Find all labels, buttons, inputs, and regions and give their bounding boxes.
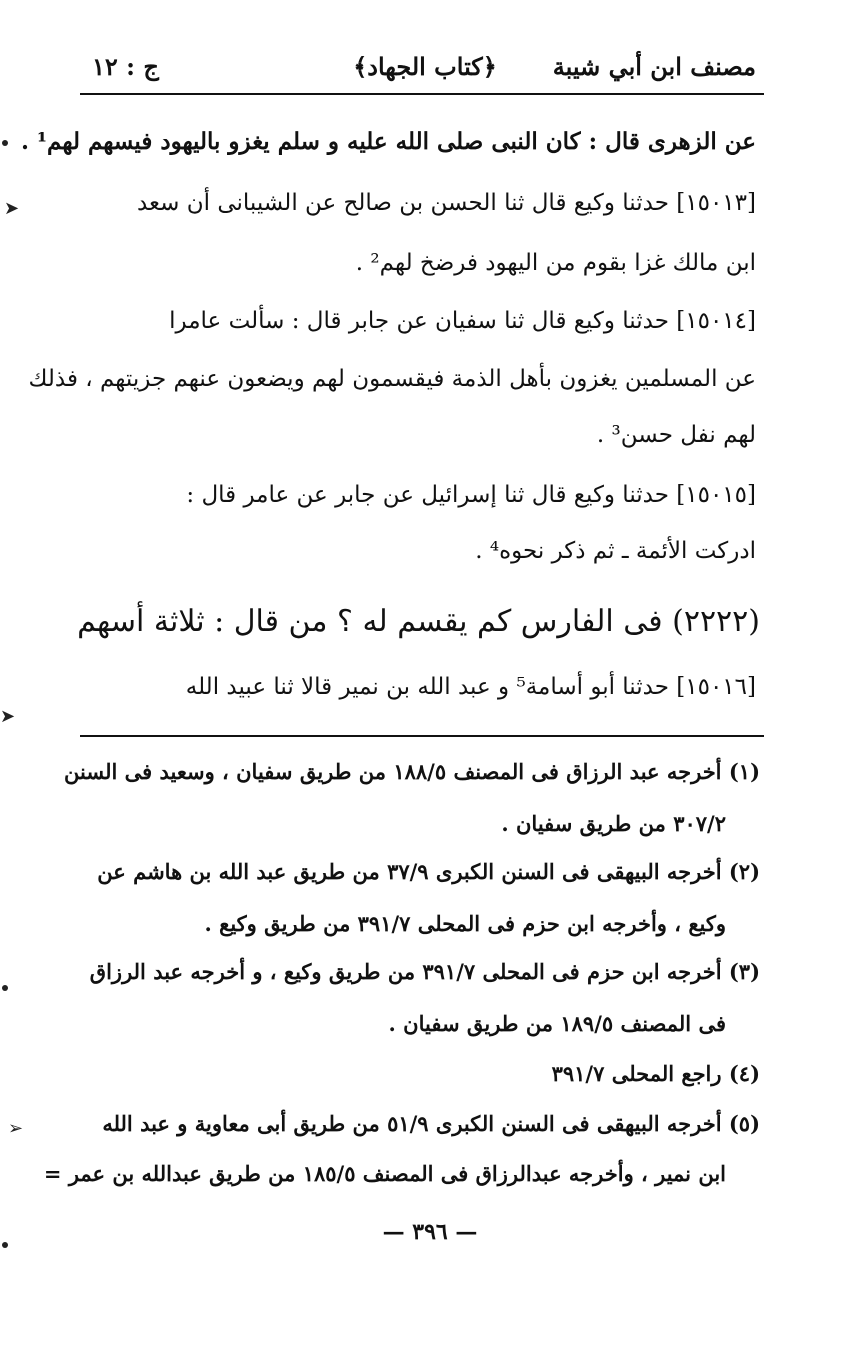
margin-arrow-icon: ➤	[0, 706, 16, 727]
hadith-15014-line2: عن المسلمين يغزون بأهل الذمة فيقسمون لهم ويضعون عنهم جزيتهم ، فذلك	[28, 366, 756, 392]
running-header-title: مصنف ابن أبي شيبة	[552, 52, 756, 81]
page-number: — ٣٩٦ —	[382, 1219, 478, 1245]
hadith-15014-line1: [١٥٠١٤] حدثنا وكيع قال ثنا سفيان عن جابر قال : سألت عامرا	[169, 308, 756, 334]
chapter-heading: (٢٢٢٢) فى الفارس كم يقسم له ؟ من قال : ثلاثة أسهم	[77, 604, 760, 639]
margin-arrow-icon: ➢	[8, 1118, 24, 1139]
footnote-5-line2: ابن نمير ، وأخرجه عبدالرزاق فى المصنف ١٨٥/٥ من طريق عبدالله بن عمر =	[43, 1161, 726, 1186]
margin-mark	[2, 1242, 8, 1248]
footnote-2-line1: (٢) أخرجه البيهقى فى السنن الكبرى ٣٧/٩ من طريق عبد الله بن هاشم عن	[97, 859, 760, 884]
footnote-2-line2: وكيع ، وأخرجه ابن حزم فى المحلى ٣٩١/٧ من طريق وكيع .	[204, 911, 726, 936]
footnote-1-line1: (١) أخرجه عبد الرزاق فى المصنف ١٨٨/٥ من طريق سفيان ، وسعيد فى السنن	[64, 759, 760, 784]
hadith-15015-line1: [١٥٠١٥] حدثنا وكيع قال ثنا إسرائيل عن جابر عن عامر قال :	[186, 482, 756, 508]
footnote-4: (٤) راجع المحلى ٣٩١/٧	[551, 1061, 760, 1086]
footnote-3-line2: فى المصنف ١٨٩/٥ من طريق سفيان .	[388, 1011, 726, 1036]
margin-arrow-icon: ➤	[4, 198, 20, 219]
footnote-1-line2: ٣٠٧/٢ من طريق سفيان .	[501, 811, 726, 836]
header-rule	[80, 93, 764, 95]
running-header-volume: ج : ١٢	[92, 52, 159, 81]
hadith-15015-line2: ادركت الأئمة ـ ثم ذكر نحوه⁴ .	[475, 538, 756, 564]
hadith-15013-line1: [١٥٠١٣] حدثنا وكيع قال ثنا الحسن بن صالح عن الشيبانى أن سعد	[136, 190, 756, 216]
hadith-15013-line2: ابن مالك غزا بقوم من اليهود فرضخ لهم² .	[355, 250, 756, 276]
footnote-5-line1: (٥) أخرجه البيهقى فى السنن الكبرى ٥١/٩ من طريق أبى معاوية و عبد الله	[102, 1111, 760, 1136]
footnote-rule	[80, 735, 764, 737]
hadith-15016-line1: [١٥٠١٦] حدثنا أبو أسامة⁵ و عبد الله بن نمير قالا ثنا عبيد الله	[185, 674, 756, 700]
running-header-section: ﴿كتاب الجهاد﴾	[353, 52, 497, 81]
footnote-3-line1: (٣) أخرجه ابن حزم فى المحلى ٣٩١/٧ من طريق وكيع ، و أخرجه عبد الرزاق	[89, 959, 760, 984]
margin-mark	[2, 140, 8, 146]
hadith-15014-line3: لهم نفل حسن³ .	[596, 422, 756, 448]
body-line: عن الزهرى قال : كان النبى صلى الله عليه و سلم يغزو باليهود فيسهم لهم¹ .	[20, 128, 756, 155]
margin-mark	[2, 985, 8, 991]
